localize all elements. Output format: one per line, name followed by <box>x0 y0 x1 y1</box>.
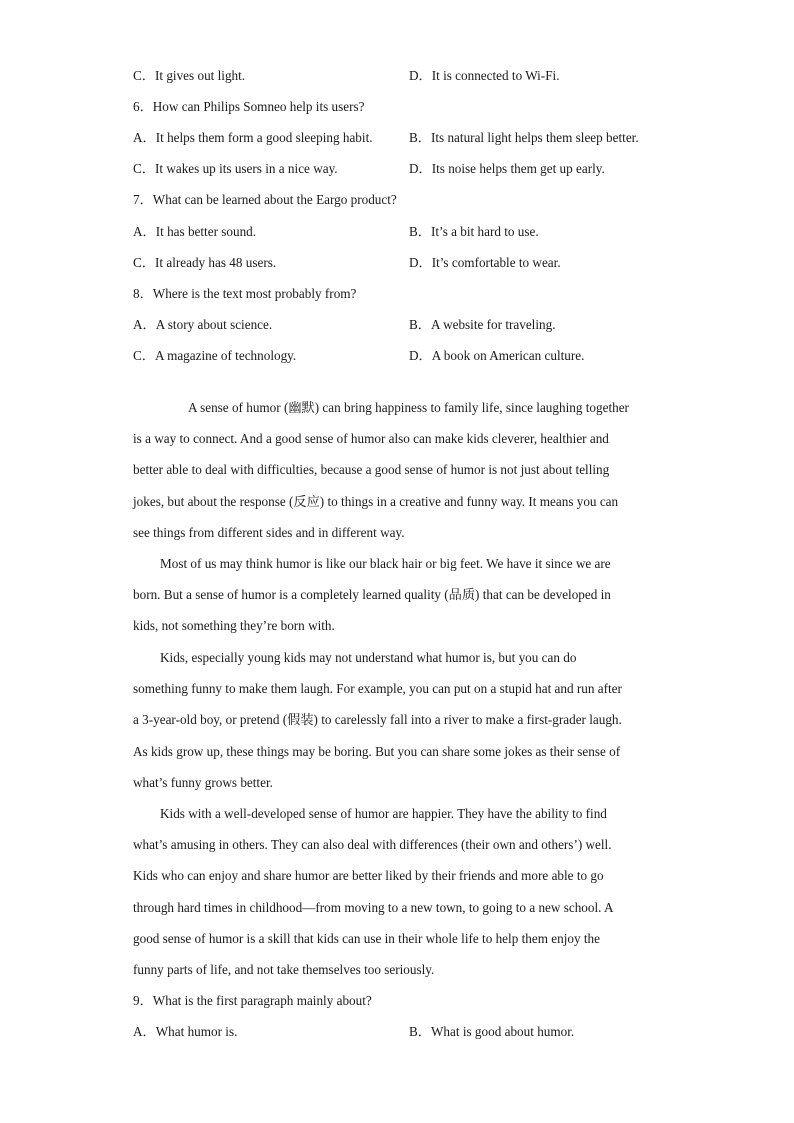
passage-paragraph-2 <box>133 556 661 650</box>
q6-option-d: D．Its noise helps them get up early. <box>409 161 605 176</box>
q8-option-c: C．A magazine of technology. <box>133 348 297 363</box>
q6-option-b: B．Its natural light helps them sleep better. <box>409 130 639 145</box>
paragraph-line: see things from different sides and in different way. <box>133 524 405 540</box>
paragraph-line: funny parts of life, and not take themselves too seriously. <box>133 961 435 977</box>
q5-option-row <box>133 68 673 84</box>
q8-option-a: A．A story about science. <box>133 317 273 332</box>
q7-option-c: C．It already has 48 users. <box>133 255 277 270</box>
paragraph-line: born. But a sense of humor is a completely learned quality (品质) that can be developed in <box>133 587 611 603</box>
paragraph-line: Kids with a well-developed sense of humor are happier. They have the ability to find <box>160 806 607 821</box>
paragraph-line: kids, not something they’re born with. <box>133 618 335 634</box>
paragraph-line: through hard times in childhood—from moving to a new town, to going to a new school. A <box>133 899 614 915</box>
paragraph-line: As kids grow up, these things may be boring. But you can share some jokes as their sense of <box>133 743 621 759</box>
paragraph-line: a 3-year-old boy, or pretend (假装) to carelessly fall into a river to make a first-grader laugh. <box>133 712 622 728</box>
q7-option-b: B．It’s a bit hard to use. <box>409 224 539 239</box>
paragraph-line: is a way to connect. And a good sense of humor also can make kids cleverer, healthier and <box>133 431 609 447</box>
q5-option-d: D．It is connected to Wi-Fi. <box>409 68 560 83</box>
q6-stem: 6．How can Philips Somneo help its users? <box>133 99 365 114</box>
q6-option-c: C．It wakes up its users in a nice way. <box>133 161 338 176</box>
q8-option-row <box>133 317 673 333</box>
passage-paragraph-3 <box>133 650 661 806</box>
paragraph-line: A sense of humor (幽默) can bring happiness to family life, since laughing together <box>188 400 629 415</box>
q8-option-d: D．A book on American culture. <box>409 348 585 363</box>
paragraph-line: something funny to make them laugh. For example, you can put on a stupid hat and run after <box>133 681 622 697</box>
paragraph-line: what’s amusing in others. They can also deal with differences (their own and others’) well. <box>133 837 612 853</box>
paragraph-line: Kids, especially young kids may not understand what humor is, but you can do <box>160 650 577 665</box>
q6-option-row <box>133 161 673 177</box>
q9-stem: 9．What is the first paragraph mainly about? <box>133 993 372 1008</box>
paragraph-line: better able to deal with difficulties, because a good sense of humor is not just about telling <box>133 462 610 478</box>
q7-option-a: A．It has better sound. <box>133 224 257 239</box>
paragraph-line: what’s funny grows better. <box>133 774 273 790</box>
q7-option-d: D．It’s comfortable to wear. <box>409 255 561 270</box>
q6-option-a: A．It helps them form a good sleeping habit. <box>133 130 373 145</box>
q7-option-row <box>133 255 673 271</box>
q7-stem: 7．What can be learned about the Eargo product? <box>133 192 397 207</box>
q7-option-row <box>133 224 673 240</box>
paragraph-line: Kids who can enjoy and share humor are better liked by their friends and more able to go <box>133 868 604 884</box>
q9-option-a: A．What humor is. <box>133 1024 238 1039</box>
q9-option-row <box>133 1024 673 1040</box>
paragraph-line: Most of us may think humor is like our black hair or big feet. We have it since we are <box>160 556 611 571</box>
q6-option-row <box>133 130 673 146</box>
passage-paragraph-4 <box>133 806 661 993</box>
q8-stem: 8．Where is the text most probably from? <box>133 286 357 301</box>
q5-option-c: C．It gives out light. <box>133 68 246 83</box>
q9-option-b: B．What is good about humor. <box>409 1024 575 1039</box>
paragraph-line: good sense of humor is a skill that kids can use in their whole life to help them enjoy the <box>133 930 600 946</box>
paragraph-line: jokes, but about the response (反应) to things in a creative and funny way. It means you can <box>133 493 619 509</box>
q8-option-b: B．A website for traveling. <box>409 317 556 332</box>
passage-paragraph-1 <box>133 400 661 556</box>
q8-option-row <box>133 348 673 364</box>
